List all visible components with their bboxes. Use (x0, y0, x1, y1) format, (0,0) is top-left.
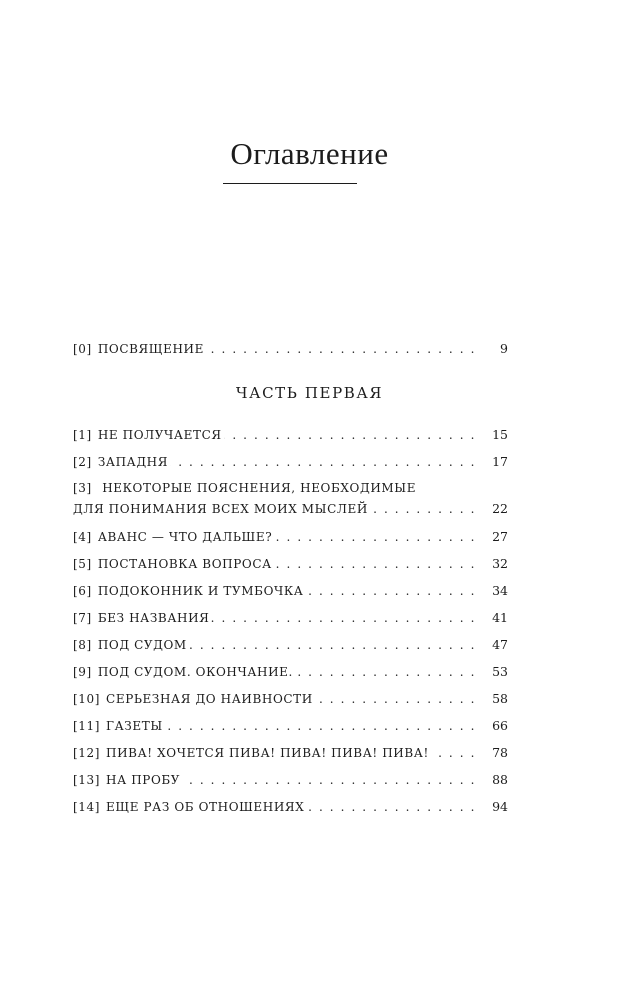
entry-page-number: 34 (492, 583, 508, 598)
dot-leader (274, 555, 476, 573)
dot-leader (305, 582, 476, 600)
entry-number: [7] (73, 611, 92, 625)
entry-page-number: 47 (492, 637, 508, 652)
entry-title: ПОСВЯЩЕНИЕ (97, 342, 204, 356)
toc-entry-4[interactable] (73, 528, 508, 546)
entry-number: [0] (73, 342, 92, 356)
entry-page-number: 58 (492, 691, 508, 706)
entry-number: [10] (73, 692, 101, 706)
dot-leader (211, 609, 476, 627)
entry-page-number: 88 (492, 772, 508, 787)
toc-entry-1[interactable] (73, 426, 508, 444)
entry-title: ПИВА! ХОЧЕТСЯ ПИВА! ПИВА! ПИВА! ПИВА! (106, 746, 429, 760)
entry-number: [13] (73, 773, 101, 787)
entry-number: [14] (73, 800, 101, 814)
entry-page-number: 94 (492, 799, 508, 814)
toc-entry-5[interactable] (73, 555, 508, 573)
entry-title: ПОДОКОННИК И ТУМБОЧКА (97, 584, 304, 598)
toc-entry-13[interactable] (73, 771, 508, 789)
entry-title: СЕРЬЕЗНАЯ ДО НАИВНОСТИ (106, 692, 313, 706)
toc-entry-7[interactable] (73, 609, 508, 627)
page-title: Оглавление (230, 136, 389, 171)
entry-title: ЗАПАДНЯ (97, 455, 169, 469)
part-heading: ЧАСТЬ ПЕРВАЯ (235, 384, 384, 402)
entry-page-number: 17 (492, 454, 508, 469)
entry-title: НА ПРОБУ (106, 773, 181, 787)
entry-page-number: 41 (492, 610, 508, 625)
dot-leader (295, 663, 476, 681)
entry-page-number: 22 (492, 501, 508, 516)
entry-number: [9] (73, 665, 92, 679)
title-underline (223, 183, 357, 184)
toc-entry-6[interactable] (73, 582, 508, 600)
entry-page-number: 66 (492, 718, 508, 733)
toc-entry-12[interactable] (73, 744, 508, 762)
entry-number: [5] (73, 557, 92, 571)
dot-leader (274, 528, 476, 546)
entry-title: НЕ ПОЛУЧАЕТСЯ (97, 428, 222, 442)
dot-leader (182, 771, 476, 789)
entry-number: [3] (73, 481, 92, 495)
dot-leader (189, 636, 476, 654)
dot-leader (170, 453, 476, 471)
entry-number: [6] (73, 584, 92, 598)
entry-title-line1: НЕКОТОРЫЕ ПОЯСНЕНИЯ, НЕОБХОДИМЫЕ (102, 481, 417, 495)
entry-title: ПОД СУДОМ. ОКОНЧАНИЕ. (97, 665, 293, 679)
entry-page-number: 53 (492, 664, 508, 679)
dot-leader (206, 340, 476, 358)
entry-page-number: 32 (492, 556, 508, 571)
toc-entry-11[interactable] (73, 717, 508, 735)
entry-page-number: 27 (492, 529, 508, 544)
dot-leader (431, 744, 476, 762)
dot-leader (165, 717, 476, 735)
entry-number: [2] (73, 455, 92, 469)
entry-page-number: 9 (500, 341, 508, 356)
toc-entry-dedication[interactable] (73, 340, 508, 358)
dot-leader (224, 426, 476, 444)
toc-entry-14[interactable] (73, 798, 508, 816)
toc-entry-3-first-line[interactable] (73, 479, 416, 497)
entry-title: ПОД СУДОМ (97, 638, 187, 652)
toc-entry-8[interactable] (73, 636, 508, 654)
entry-title: ГАЗЕТЫ (106, 719, 163, 733)
dot-leader (315, 690, 476, 708)
entry-title: ПОСТАНОВКА ВОПРОСА (97, 557, 272, 571)
toc-entry-2[interactable] (73, 453, 508, 471)
entry-number: [8] (73, 638, 92, 652)
entry-number: [11] (73, 719, 101, 733)
dot-leader (306, 798, 476, 816)
entry-page-number: 78 (492, 745, 508, 760)
toc-entry-3[interactable] (73, 500, 508, 518)
entry-title: ЕЩЕ РАЗ ОБ ОТНОШЕНИЯХ (106, 800, 305, 814)
entry-number: [12] (73, 746, 101, 760)
entry-number: [1] (73, 428, 92, 442)
toc-entry-10[interactable] (73, 690, 508, 708)
entry-title: АВАНС — ЧТО ДАЛЬШЕ? (97, 530, 273, 544)
entry-number: [4] (73, 530, 92, 544)
toc-entry-9[interactable] (73, 663, 508, 681)
entry-page-number: 15 (492, 427, 508, 442)
entry-title: БЕЗ НАЗВАНИЯ (97, 611, 210, 625)
dot-leader (370, 500, 476, 518)
entry-title: ДЛЯ ПОНИМАНИЯ ВСЕХ МОИХ МЫСЛЕЙ (73, 502, 368, 516)
